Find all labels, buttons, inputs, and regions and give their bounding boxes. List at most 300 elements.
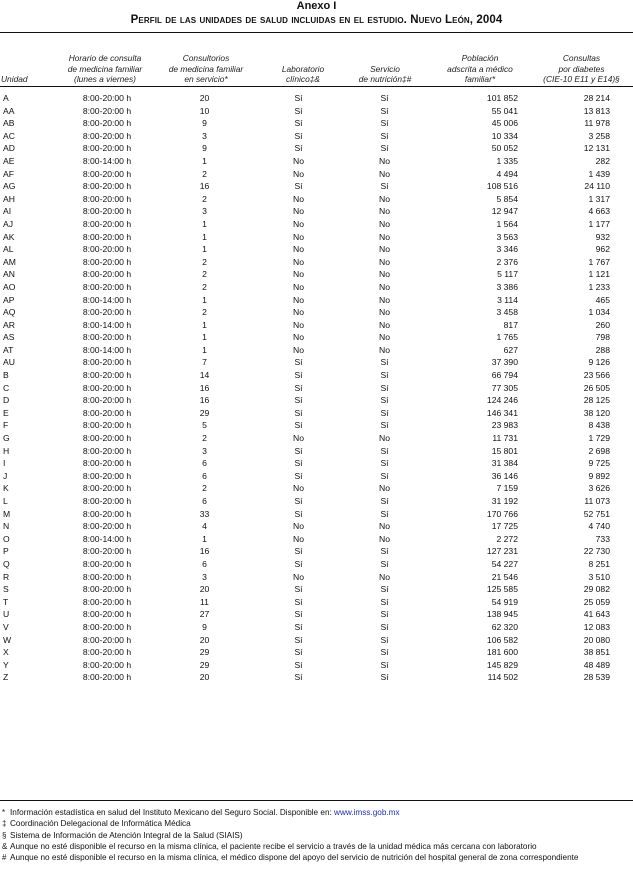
cell-laboratorio: Sí	[294, 458, 303, 469]
cell-laboratorio: Sí	[294, 130, 303, 141]
cell-consultorios: 11	[200, 596, 209, 607]
annex-label: Anexo I	[296, 0, 337, 12]
cell-consultorios: 2	[202, 307, 207, 318]
cell-diabetes: 28 539	[583, 672, 610, 683]
cell-nutricion: Sí	[380, 370, 389, 381]
footnotes	[2, 807, 632, 863]
cell-nutricion: Sí	[380, 647, 389, 658]
cell-nutricion: Sí	[380, 558, 389, 569]
cell-horario: 8:00-14:00 h	[82, 294, 132, 305]
cell-diabetes: 8 251	[588, 558, 610, 569]
cell-diabetes: 11 073	[584, 496, 610, 506]
cell-horario: 8:00-20:00 h	[82, 93, 132, 103]
cell-horario: 8:00-20:00 h	[82, 332, 132, 343]
cell-poblacion: 2 272	[496, 533, 518, 544]
cell-poblacion: 114 502	[487, 672, 518, 683]
cell-horario: 8:00-20:00 h	[82, 269, 132, 280]
cell-unit: AJ	[3, 218, 14, 229]
cell-consultorios: 1	[202, 244, 207, 255]
table-row	[0, 168, 633, 181]
cell-laboratorio: No	[293, 521, 304, 532]
table-row	[0, 344, 633, 357]
cell-unit: E	[3, 407, 9, 418]
cell-poblacion: 36 146	[491, 470, 518, 481]
table-row	[0, 256, 633, 269]
cell-nutricion: No	[379, 218, 390, 229]
cell-diabetes: 2 698	[588, 445, 610, 456]
cell-laboratorio: Sí	[294, 558, 303, 569]
cell-poblacion: 66 794	[491, 370, 518, 381]
cell-diabetes: 1 767	[588, 256, 610, 267]
table-row	[0, 671, 633, 684]
cell-unit: Z	[3, 672, 9, 683]
cell-diabetes: 260	[595, 319, 610, 330]
cell-unit: AO	[3, 281, 16, 292]
cell-horario: 8:00-20:00 h	[82, 521, 132, 532]
cell-unit: N	[3, 521, 10, 532]
cell-consultorios: 29	[199, 647, 210, 658]
cell-nutricion: Sí	[380, 470, 389, 481]
header-consultorios: Consultorios de medicina familiar en servicio*	[168, 53, 244, 84]
header-laboratorio: Laboratorio clínico‡&	[281, 63, 325, 84]
cell-horario: 8:00-20:00 h	[82, 483, 132, 494]
cell-poblacion: 1 335	[496, 155, 518, 166]
table-row	[0, 457, 633, 470]
cell-poblacion: 108 516	[486, 181, 518, 192]
table-row	[0, 92, 633, 105]
cell-diabetes: 3 510	[588, 571, 610, 582]
cell-laboratorio: No	[293, 281, 304, 292]
cell-diabetes: 932	[595, 231, 610, 242]
cell-nutricion: Sí	[380, 458, 389, 469]
cell-consultorios: 16	[199, 546, 210, 557]
cell-unit: W	[3, 634, 12, 645]
cell-unit: AS	[3, 332, 15, 343]
cell-poblacion: 2 376	[496, 256, 518, 267]
footnote: * Información estadística en salud del Instituto Mexicano del Seguro Social. Disponible en: www.imss.gob.mx	[2, 808, 400, 817]
cell-diabetes: 24 110	[584, 181, 610, 192]
table-row	[0, 558, 633, 571]
cell-laboratorio: No	[293, 193, 304, 204]
table-row	[0, 306, 633, 319]
cell-unit: Q	[3, 558, 10, 569]
cell-poblacion: 4 494	[496, 168, 518, 179]
cell-unit: R	[3, 571, 10, 582]
cell-poblacion: 3 458	[496, 307, 518, 318]
cell-horario: 8:00-14:00 h	[82, 533, 132, 544]
cell-diabetes: 26 505	[583, 382, 610, 393]
cell-diabetes: 1 317	[588, 193, 610, 204]
cell-consultorios: 3	[202, 206, 207, 217]
cell-laboratorio: Sí	[294, 596, 303, 607]
cell-horario: 8:00-20:00 h	[82, 433, 132, 444]
cell-nutricion: No	[379, 168, 390, 179]
cell-nutricion: Sí	[380, 357, 389, 368]
cell-diabetes: 38 120	[583, 407, 610, 418]
cell-laboratorio: Sí	[294, 508, 303, 519]
cell-unit: AQ	[3, 307, 16, 318]
cell-poblacion: 10 334	[491, 130, 518, 141]
cell-laboratorio: Sí	[294, 659, 303, 670]
table-row	[0, 382, 633, 395]
cell-nutricion: No	[379, 281, 390, 292]
cell-consultorios: 2	[202, 483, 207, 494]
cell-horario: 8:00-20:00 h	[82, 168, 132, 179]
table-row	[0, 231, 633, 244]
cell-unit: D	[3, 395, 10, 406]
cell-laboratorio: No	[293, 218, 304, 229]
cell-unit: C	[3, 382, 10, 393]
table-row	[0, 432, 633, 445]
cell-unit: Y	[3, 659, 9, 670]
cell-consultorios: 1	[202, 332, 207, 343]
cell-poblacion: 181 600	[486, 647, 518, 658]
cell-horario: 8:00-20:00 h	[82, 118, 132, 129]
cell-horario: 8:00-20:00 h	[82, 281, 132, 292]
cell-laboratorio: Sí	[294, 93, 303, 103]
cell-nutricion: Sí	[380, 609, 389, 620]
cell-laboratorio: Sí	[294, 143, 303, 154]
cell-laboratorio: No	[293, 206, 304, 217]
cell-horario: 8:00-20:00 h	[82, 357, 132, 368]
cell-laboratorio: Sí	[294, 420, 303, 431]
cell-horario: 8:00-20:00 h	[82, 659, 132, 670]
cell-horario: 8:00-20:00 h	[82, 596, 132, 607]
cell-poblacion: 37 390	[491, 357, 518, 368]
cell-horario: 8:00-20:00 h	[82, 231, 132, 242]
cell-unit: AN	[3, 269, 15, 280]
table-row	[0, 180, 633, 193]
cell-consultorios: 20	[199, 672, 210, 683]
cell-nutricion: Sí	[380, 659, 389, 670]
cell-nutricion: Sí	[380, 672, 389, 683]
cell-laboratorio: Sí	[294, 118, 303, 129]
cell-poblacion: 50 052	[491, 143, 518, 154]
table-row	[0, 117, 633, 130]
cell-diabetes: 12 131	[583, 143, 610, 154]
table-row	[0, 608, 633, 621]
cell-unit: AB	[3, 118, 15, 129]
cell-nutricion: No	[379, 571, 390, 582]
cell-poblacion: 127 231	[486, 546, 518, 557]
cell-horario: 8:00-20:00 h	[82, 395, 132, 406]
footnote: # Aunque no esté disponible el recurso en la misma clínica, el médico dispone del apoyo del servicio de nutrición del hospital general de zona correspondiente	[2, 853, 579, 863]
header-horario: Horario de consulta de medicina familiar (lunes a viernes)	[67, 53, 143, 84]
cell-poblacion: 101 852	[486, 93, 518, 103]
cell-nutricion: Sí	[380, 445, 389, 456]
cell-laboratorio: Sí	[294, 546, 303, 557]
table-row	[0, 634, 633, 647]
cell-poblacion: 77 305	[491, 382, 518, 393]
cell-unit: X	[3, 647, 9, 658]
cell-diabetes: 9 725	[588, 458, 610, 469]
cell-horario: 8:00-20:00 h	[82, 609, 132, 620]
cell-horario: 8:00-20:00 h	[82, 193, 132, 204]
cell-poblacion: 62 320	[491, 621, 518, 632]
table-row	[0, 205, 633, 218]
header-unit: Unidad	[1, 73, 28, 84]
cell-unit: F	[3, 420, 9, 431]
cell-nutricion: Sí	[380, 621, 389, 632]
cell-consultorios: 9	[202, 118, 207, 129]
cell-laboratorio: Sí	[294, 584, 303, 595]
table-row	[0, 193, 633, 206]
header-poblacion: Población adscrita a médico familiar*	[447, 53, 513, 84]
cell-consultorios: 7	[202, 357, 207, 368]
cell-diabetes: 9 892	[588, 470, 610, 481]
cell-laboratorio: No	[293, 344, 304, 355]
cell-laboratorio: No	[293, 433, 304, 444]
cell-poblacion: 146 341	[486, 407, 518, 418]
cell-poblacion: 12 947	[491, 206, 518, 217]
cell-diabetes: 1 177	[588, 218, 610, 229]
cell-diabetes: 282	[595, 155, 610, 166]
table-row	[0, 495, 633, 508]
cell-unit: AP	[3, 294, 15, 305]
cell-diabetes: 38 851	[583, 647, 610, 658]
cell-unit: AR	[3, 319, 15, 330]
cell-diabetes: 29 082	[583, 584, 610, 595]
footnote: ‡ Coordinación Delegacional de Informática Médica	[2, 819, 191, 829]
table-row	[0, 482, 633, 495]
cell-diabetes: 23 566	[583, 370, 610, 381]
cell-poblacion: 138 945	[486, 609, 518, 620]
cell-poblacion: 23 983	[491, 420, 518, 431]
cell-consultorios: 5	[202, 420, 207, 431]
cell-diabetes: 1 034	[588, 307, 610, 318]
cell-laboratorio: Sí	[294, 105, 303, 116]
cell-diabetes: 1 729	[588, 433, 610, 444]
cell-horario: 8:00-20:00 h	[82, 420, 132, 431]
cell-consultorios: 2	[202, 193, 207, 204]
cell-consultorios: 1	[202, 319, 207, 330]
cell-horario: 8:00-20:00 h	[82, 546, 132, 557]
cell-diabetes: 962	[595, 244, 610, 255]
cell-diabetes: 22 730	[583, 546, 610, 557]
cell-consultorios: 10	[199, 105, 210, 116]
cell-consultorios: 4	[202, 521, 207, 532]
cell-nutricion: No	[379, 332, 390, 343]
cell-laboratorio: Sí	[294, 634, 303, 645]
cell-consultorios: 6	[202, 470, 207, 481]
cell-horario: 8:00-20:00 h	[82, 256, 132, 267]
cell-poblacion: 21 546	[491, 571, 518, 582]
table-row	[0, 445, 633, 458]
cell-laboratorio: No	[293, 319, 304, 330]
cell-consultorios: 29	[199, 407, 210, 418]
table-row	[0, 130, 633, 143]
cell-laboratorio: No	[293, 155, 304, 166]
table-row	[0, 520, 633, 533]
cell-laboratorio: Sí	[294, 621, 303, 632]
cell-diabetes: 733	[595, 533, 610, 544]
cell-poblacion: 3 386	[496, 281, 518, 292]
cell-horario: 8:00-20:00 h	[82, 496, 132, 506]
cell-consultorios: 1	[202, 344, 207, 355]
cell-consultorios: 16	[199, 382, 210, 393]
cell-consultorios: 16	[199, 395, 210, 406]
table-row	[0, 369, 633, 382]
cell-laboratorio: Sí	[294, 609, 303, 620]
cell-laboratorio: Sí	[294, 181, 303, 192]
cell-laboratorio: Sí	[294, 470, 303, 481]
cell-nutricion: Sí	[380, 596, 389, 607]
cell-nutricion: Sí	[380, 407, 389, 418]
cell-nutricion: Sí	[380, 105, 389, 116]
cell-laboratorio: No	[293, 269, 304, 280]
cell-consultorios: 2	[202, 168, 207, 179]
cell-laboratorio: Sí	[294, 370, 303, 381]
cell-unit: AE	[3, 155, 15, 166]
cell-poblacion: 170 766	[486, 508, 518, 519]
cell-horario: 8:00-20:00 h	[82, 634, 132, 645]
cell-consultorios: 2	[202, 433, 207, 444]
table-row	[0, 394, 633, 407]
cell-nutricion: No	[379, 307, 390, 318]
cell-laboratorio: Sí	[294, 672, 303, 683]
cell-unit: T	[3, 596, 9, 607]
cell-diabetes: 20 080	[583, 634, 610, 645]
cell-horario: 8:00-20:00 h	[82, 470, 132, 481]
table-row	[0, 268, 633, 281]
cell-poblacion: 817	[503, 319, 518, 330]
cell-diabetes: 28 125	[583, 395, 610, 406]
cell-laboratorio: No	[293, 533, 304, 544]
cell-consultorios: 29	[199, 659, 210, 670]
cell-unit: G	[3, 433, 10, 444]
cell-horario: 8:00-20:00 h	[82, 181, 132, 192]
cell-horario: 8:00-20:00 h	[82, 445, 132, 456]
cell-nutricion: Sí	[380, 130, 389, 141]
cell-poblacion: 3 346	[496, 244, 518, 255]
cell-horario: 8:00-14:00 h	[82, 344, 132, 355]
cell-unit: I	[3, 458, 6, 469]
footnote: § Sistema de Información de Atención Integral de la Salud (SIAIS)	[2, 830, 243, 840]
table-row	[0, 508, 633, 521]
cell-nutricion: No	[379, 231, 390, 242]
cell-unit: P	[3, 546, 9, 557]
cell-consultorios: 20	[199, 584, 210, 595]
cell-nutricion: Sí	[380, 143, 389, 154]
cell-diabetes: 28 214	[583, 93, 610, 103]
cell-diabetes: 1 121	[588, 269, 610, 280]
cell-diabetes: 13 813	[583, 105, 610, 116]
cell-unit: AG	[3, 181, 16, 192]
data-table	[0, 92, 633, 684]
cell-poblacion: 17 725	[491, 521, 518, 532]
cell-horario: 8:00-14:00 h	[82, 155, 132, 166]
imss-link[interactable]: www.imss.gob.mx	[334, 808, 400, 817]
cell-poblacion: 3 114	[497, 294, 518, 305]
table-row	[0, 155, 633, 168]
cell-horario: 8:00-14:00 h	[82, 319, 132, 330]
cell-laboratorio: Sí	[294, 407, 303, 418]
cell-consultorios: 1	[202, 218, 207, 229]
footnote: & Aunque no esté disponible el recurso en la misma clínica, el paciente recibe el servicio a través de la unidad médica más cercana con laboratorio	[2, 841, 537, 851]
cell-poblacion: 54 227	[491, 558, 518, 569]
cell-laboratorio: No	[293, 231, 304, 242]
cell-laboratorio: Sí	[294, 382, 303, 393]
table-row	[0, 659, 633, 672]
cell-nutricion: No	[379, 269, 390, 280]
cell-diabetes: 52 751	[583, 508, 610, 519]
table-row	[0, 356, 633, 369]
table-header	[0, 40, 633, 84]
table-row	[0, 281, 633, 294]
table-row	[0, 621, 633, 634]
cell-consultorios: 1	[202, 155, 207, 166]
cell-poblacion: 31 384	[491, 458, 518, 469]
cell-nutricion: No	[379, 521, 390, 532]
cell-consultorios: 20	[199, 634, 210, 645]
table-title: Perfil de las unidades de salud incluidas en el estudio. Nuevo León, 2004	[130, 14, 503, 26]
cell-horario: 8:00-20:00 h	[82, 382, 132, 393]
cell-diabetes: 1 439	[588, 168, 610, 179]
cell-horario: 8:00-20:00 h	[82, 621, 132, 632]
table-row	[0, 419, 633, 432]
table-row	[0, 218, 633, 231]
cell-diabetes: 9 126	[588, 357, 610, 368]
table-row	[0, 105, 633, 118]
cell-consultorios: 16	[199, 181, 210, 192]
cell-unit: J	[3, 470, 8, 481]
cell-unit: AD	[3, 143, 15, 154]
cell-nutricion: No	[379, 433, 390, 444]
cell-unit: O	[3, 533, 10, 544]
cell-diabetes: 11 978	[584, 118, 610, 129]
cell-laboratorio: No	[293, 294, 304, 305]
cell-laboratorio: Sí	[294, 357, 303, 368]
cell-laboratorio: Sí	[294, 647, 303, 658]
cell-diabetes: 12 083	[583, 621, 610, 632]
table-row	[0, 571, 633, 584]
cell-horario: 8:00-20:00 h	[82, 218, 132, 229]
cell-consultorios: 1	[202, 533, 207, 544]
table-row	[0, 294, 633, 307]
cell-unit: AL	[3, 244, 14, 255]
cell-poblacion: 3 563	[496, 231, 518, 242]
cell-diabetes: 8 438	[588, 420, 610, 431]
cell-nutricion: No	[379, 256, 390, 267]
cell-diabetes: 288	[595, 344, 610, 355]
cell-horario: 8:00-20:00 h	[82, 143, 132, 154]
cell-poblacion: 45 006	[491, 118, 518, 129]
cell-consultorios: 6	[202, 496, 207, 506]
cell-diabetes: 1 233	[588, 281, 610, 292]
cell-horario: 8:00-20:00 h	[82, 584, 132, 595]
cell-consultorios: 1	[202, 294, 207, 305]
cell-nutricion: Sí	[380, 496, 389, 506]
table-row	[0, 545, 633, 558]
cell-diabetes: 3 626	[588, 483, 610, 494]
cell-unit: K	[3, 483, 9, 494]
cell-unit: H	[3, 445, 10, 456]
cell-nutricion: No	[379, 193, 390, 204]
cell-poblacion: 7 159	[496, 483, 518, 494]
cell-diabetes: 4 663	[588, 206, 610, 217]
cell-laboratorio: No	[293, 483, 304, 494]
cell-poblacion: 5 854	[496, 193, 518, 204]
cell-horario: 8:00-20:00 h	[82, 370, 132, 381]
cell-horario: 8:00-20:00 h	[82, 130, 132, 141]
cell-consultorios: 2	[202, 256, 207, 267]
cell-consultorios: 20	[199, 93, 210, 103]
cell-poblacion: 106 582	[486, 634, 518, 645]
cell-consultorios: 33	[199, 508, 210, 519]
cell-poblacion: 1 564	[496, 218, 518, 229]
cell-unit: AF	[3, 168, 14, 179]
cell-laboratorio: Sí	[294, 445, 303, 456]
